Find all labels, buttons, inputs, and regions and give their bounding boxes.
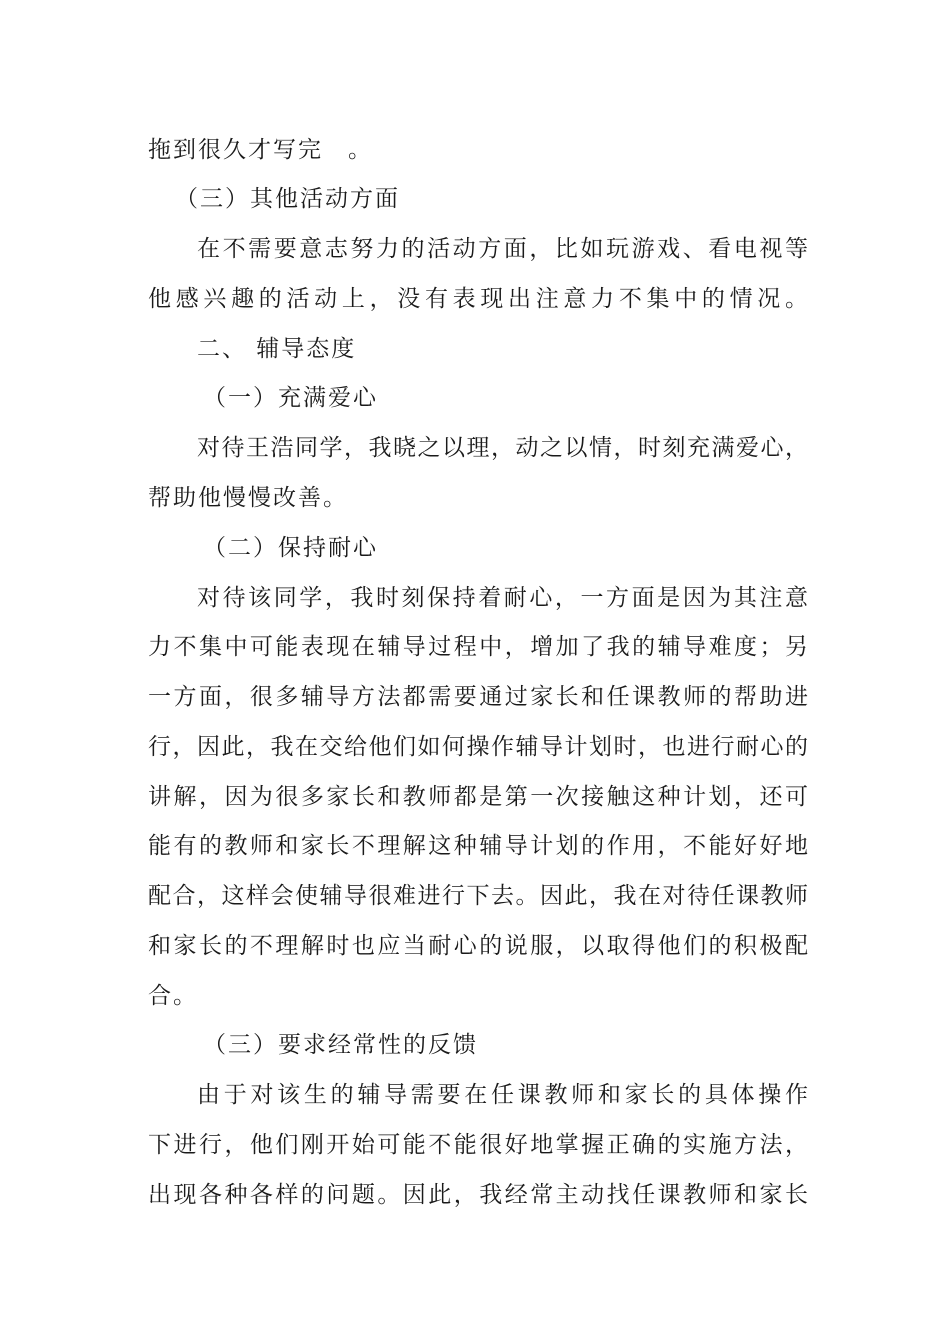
paragraph-line: 行，因此，我在交给他们如何操作辅导计划时，也进行耐心的 — [148, 734, 808, 760]
paragraph-line: 帮助他慢慢改善。 — [148, 485, 348, 511]
section-heading: （二）保持耐心 — [203, 535, 378, 561]
paragraph-line: 力不集中可能表现在辅导过程中，增加了我的辅导难度；另 — [148, 634, 808, 660]
paragraph-line: 他感兴趣的活动上，没有表现出注意力不集中的情况。 — [148, 286, 808, 312]
paragraph-line: 在不需要意志努力的活动方面，比如玩游戏、看电视等 — [197, 236, 808, 262]
paragraph-line: 对待该同学，我时刻保持着耐心，一方面是因为其注意 — [197, 585, 808, 611]
paragraph-line: 出现各种各样的问题。因此，我经常主动找任课教师和家长 — [148, 1182, 808, 1208]
section-heading: （三）其他活动方面 — [175, 186, 400, 212]
section-heading: （一）充满爱心 — [203, 385, 378, 411]
section-heading: （三）要求经常性的反馈 — [203, 1032, 478, 1058]
section-heading: 二、 辅导态度 — [197, 336, 357, 362]
paragraph-line: 下进行，他们刚开始可能不能很好地掌握正确的实施方法， — [148, 1132, 808, 1158]
paragraph-line: 和家长的不理解时也应当耐心的说服，以取得他们的积极配 — [148, 933, 808, 959]
paragraph-line: 讲解，因为很多家长和教师都是第一次接触这种计划，还可 — [148, 784, 808, 810]
paragraph-line: 拖到很久才写完 。 — [148, 137, 373, 163]
paragraph-line: 一方面，很多辅导方法都需要通过家长和任课教师的帮助进 — [148, 684, 808, 710]
paragraph-line: 合。 — [148, 983, 198, 1009]
paragraph-line: 对待王浩同学，我晓之以理，动之以情，时刻充满爱心， — [197, 435, 808, 461]
paragraph-line: 能有的教师和家长不理解这种辅导计划的作用，不能好好地 — [148, 833, 808, 859]
paragraph-line: 由于对该生的辅导需要在任课教师和家长的具体操作 — [197, 1082, 808, 1108]
paragraph-line: 配合，这样会使辅导很难进行下去。因此，我在对待任课教师 — [148, 883, 808, 909]
